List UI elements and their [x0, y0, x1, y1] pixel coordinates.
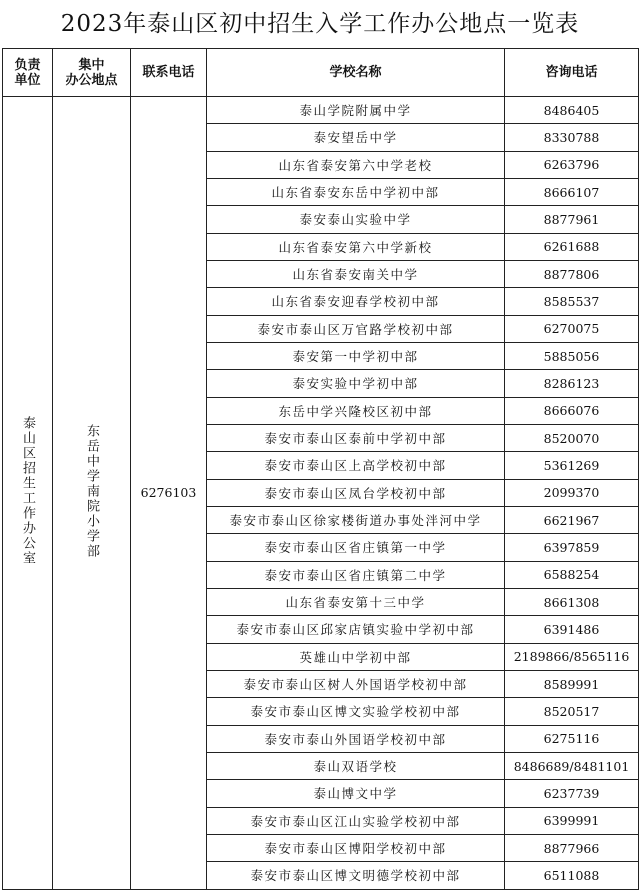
office-location: 东岳中学南院小学部 — [84, 423, 99, 559]
inquiry-phone: 6237739 — [505, 780, 639, 807]
header-contact-phone: 联系电话 — [131, 49, 207, 97]
school-name: 泰安市泰山区省庄镇第一中学 — [207, 534, 505, 561]
responsible-unit-cell — [3, 97, 53, 890]
school-name: 泰安市泰山区博文明德学校初中部 — [207, 862, 505, 889]
inquiry-phone: 6588254 — [505, 561, 639, 588]
school-name: 泰安市泰山区树人外国语学校初中部 — [207, 670, 505, 697]
header-school-name: 学校名称 — [207, 49, 505, 97]
inquiry-phone: 5885056 — [505, 342, 639, 369]
school-name: 泰安泰山实验中学 — [207, 206, 505, 233]
inquiry-phone: 8666076 — [505, 397, 639, 424]
inquiry-phone: 6621967 — [505, 506, 639, 533]
header-unit: 负责 单位 — [3, 49, 53, 97]
school-name: 泰安市泰山外国语学校初中部 — [207, 725, 505, 752]
contact-phone: 6276103 — [131, 97, 207, 890]
inquiry-phone: 8330788 — [505, 124, 639, 151]
school-name: 泰山博文中学 — [207, 780, 505, 807]
inquiry-phone: 8486405 — [505, 97, 639, 124]
inquiry-phone: 6511088 — [505, 862, 639, 889]
school-name: 泰安望岳中学 — [207, 124, 505, 151]
school-name: 泰安市泰山区万官路学校初中部 — [207, 315, 505, 342]
school-name: 泰安市泰山区凤台学校初中部 — [207, 479, 505, 506]
school-name: 泰安市泰山区江山实验学校初中部 — [207, 807, 505, 834]
inquiry-phone: 8877806 — [505, 260, 639, 287]
inquiry-phone: 6261688 — [505, 233, 639, 260]
school-name: 泰安市泰山区博阳学校初中部 — [207, 834, 505, 861]
school-office-table — [2, 48, 639, 890]
inquiry-phone: 6263796 — [505, 151, 639, 178]
school-name: 山东省泰安东岳中学初中部 — [207, 178, 505, 205]
inquiry-phone: 5361269 — [505, 452, 639, 479]
inquiry-phone: 6397859 — [505, 534, 639, 561]
inquiry-phone: 2099370 — [505, 479, 639, 506]
school-name: 泰山双语学校 — [207, 752, 505, 779]
inquiry-phone: 6275116 — [505, 725, 639, 752]
inquiry-phone: 8666107 — [505, 178, 639, 205]
inquiry-phone: 2189866/8565116 — [505, 643, 639, 670]
inquiry-phone: 8520070 — [505, 424, 639, 451]
responsible-unit: 泰山区招生工作办公室 — [20, 416, 35, 567]
school-name: 泰安市泰山区省庄镇第二中学 — [207, 561, 505, 588]
inquiry-phone: 8486689/8481101 — [505, 752, 639, 779]
inquiry-phone: 8877966 — [505, 834, 639, 861]
inquiry-phone: 8585537 — [505, 288, 639, 315]
school-name: 泰安市泰山区泰前中学初中部 — [207, 424, 505, 451]
inquiry-phone: 8877961 — [505, 206, 639, 233]
table-row — [3, 97, 639, 124]
inquiry-phone: 8286123 — [505, 370, 639, 397]
header-office: 集中 办公地点 — [53, 49, 131, 97]
inquiry-phone: 8661308 — [505, 588, 639, 615]
inquiry-phone: 8520517 — [505, 698, 639, 725]
school-name: 泰山学院附属中学 — [207, 97, 505, 124]
office-location-cell — [53, 97, 131, 890]
school-name: 泰安市泰山区博文实验学校初中部 — [207, 698, 505, 725]
school-name: 泰安第一中学初中部 — [207, 342, 505, 369]
page-title: 2023年泰山区初中招生入学工作办公地点一览表 — [60, 11, 580, 37]
school-name: 东岳中学兴隆校区初中部 — [207, 397, 505, 424]
school-name: 山东省泰安第六中学老校 — [207, 151, 505, 178]
school-name: 山东省泰安迎春学校初中部 — [207, 288, 505, 315]
table-body — [3, 97, 639, 890]
school-name: 山东省泰安南关中学 — [207, 260, 505, 287]
school-name: 山东省泰安第六中学新校 — [207, 233, 505, 260]
school-name: 泰安市泰山区邱家店镇实验中学初中部 — [207, 616, 505, 643]
school-name: 泰安市泰山区徐家楼街道办事处泮河中学 — [207, 506, 505, 533]
inquiry-phone: 6391486 — [505, 616, 639, 643]
school-name: 泰安市泰山区上高学校初中部 — [207, 452, 505, 479]
school-name: 泰安实验中学初中部 — [207, 370, 505, 397]
inquiry-phone: 6270075 — [505, 315, 639, 342]
school-name: 英雄山中学初中部 — [207, 643, 505, 670]
school-name: 山东省泰安第十三中学 — [207, 588, 505, 615]
table-header-row — [3, 49, 639, 97]
inquiry-phone: 6399991 — [505, 807, 639, 834]
header-inquiry-phone: 咨询电话 — [505, 49, 639, 97]
inquiry-phone: 8589991 — [505, 670, 639, 697]
